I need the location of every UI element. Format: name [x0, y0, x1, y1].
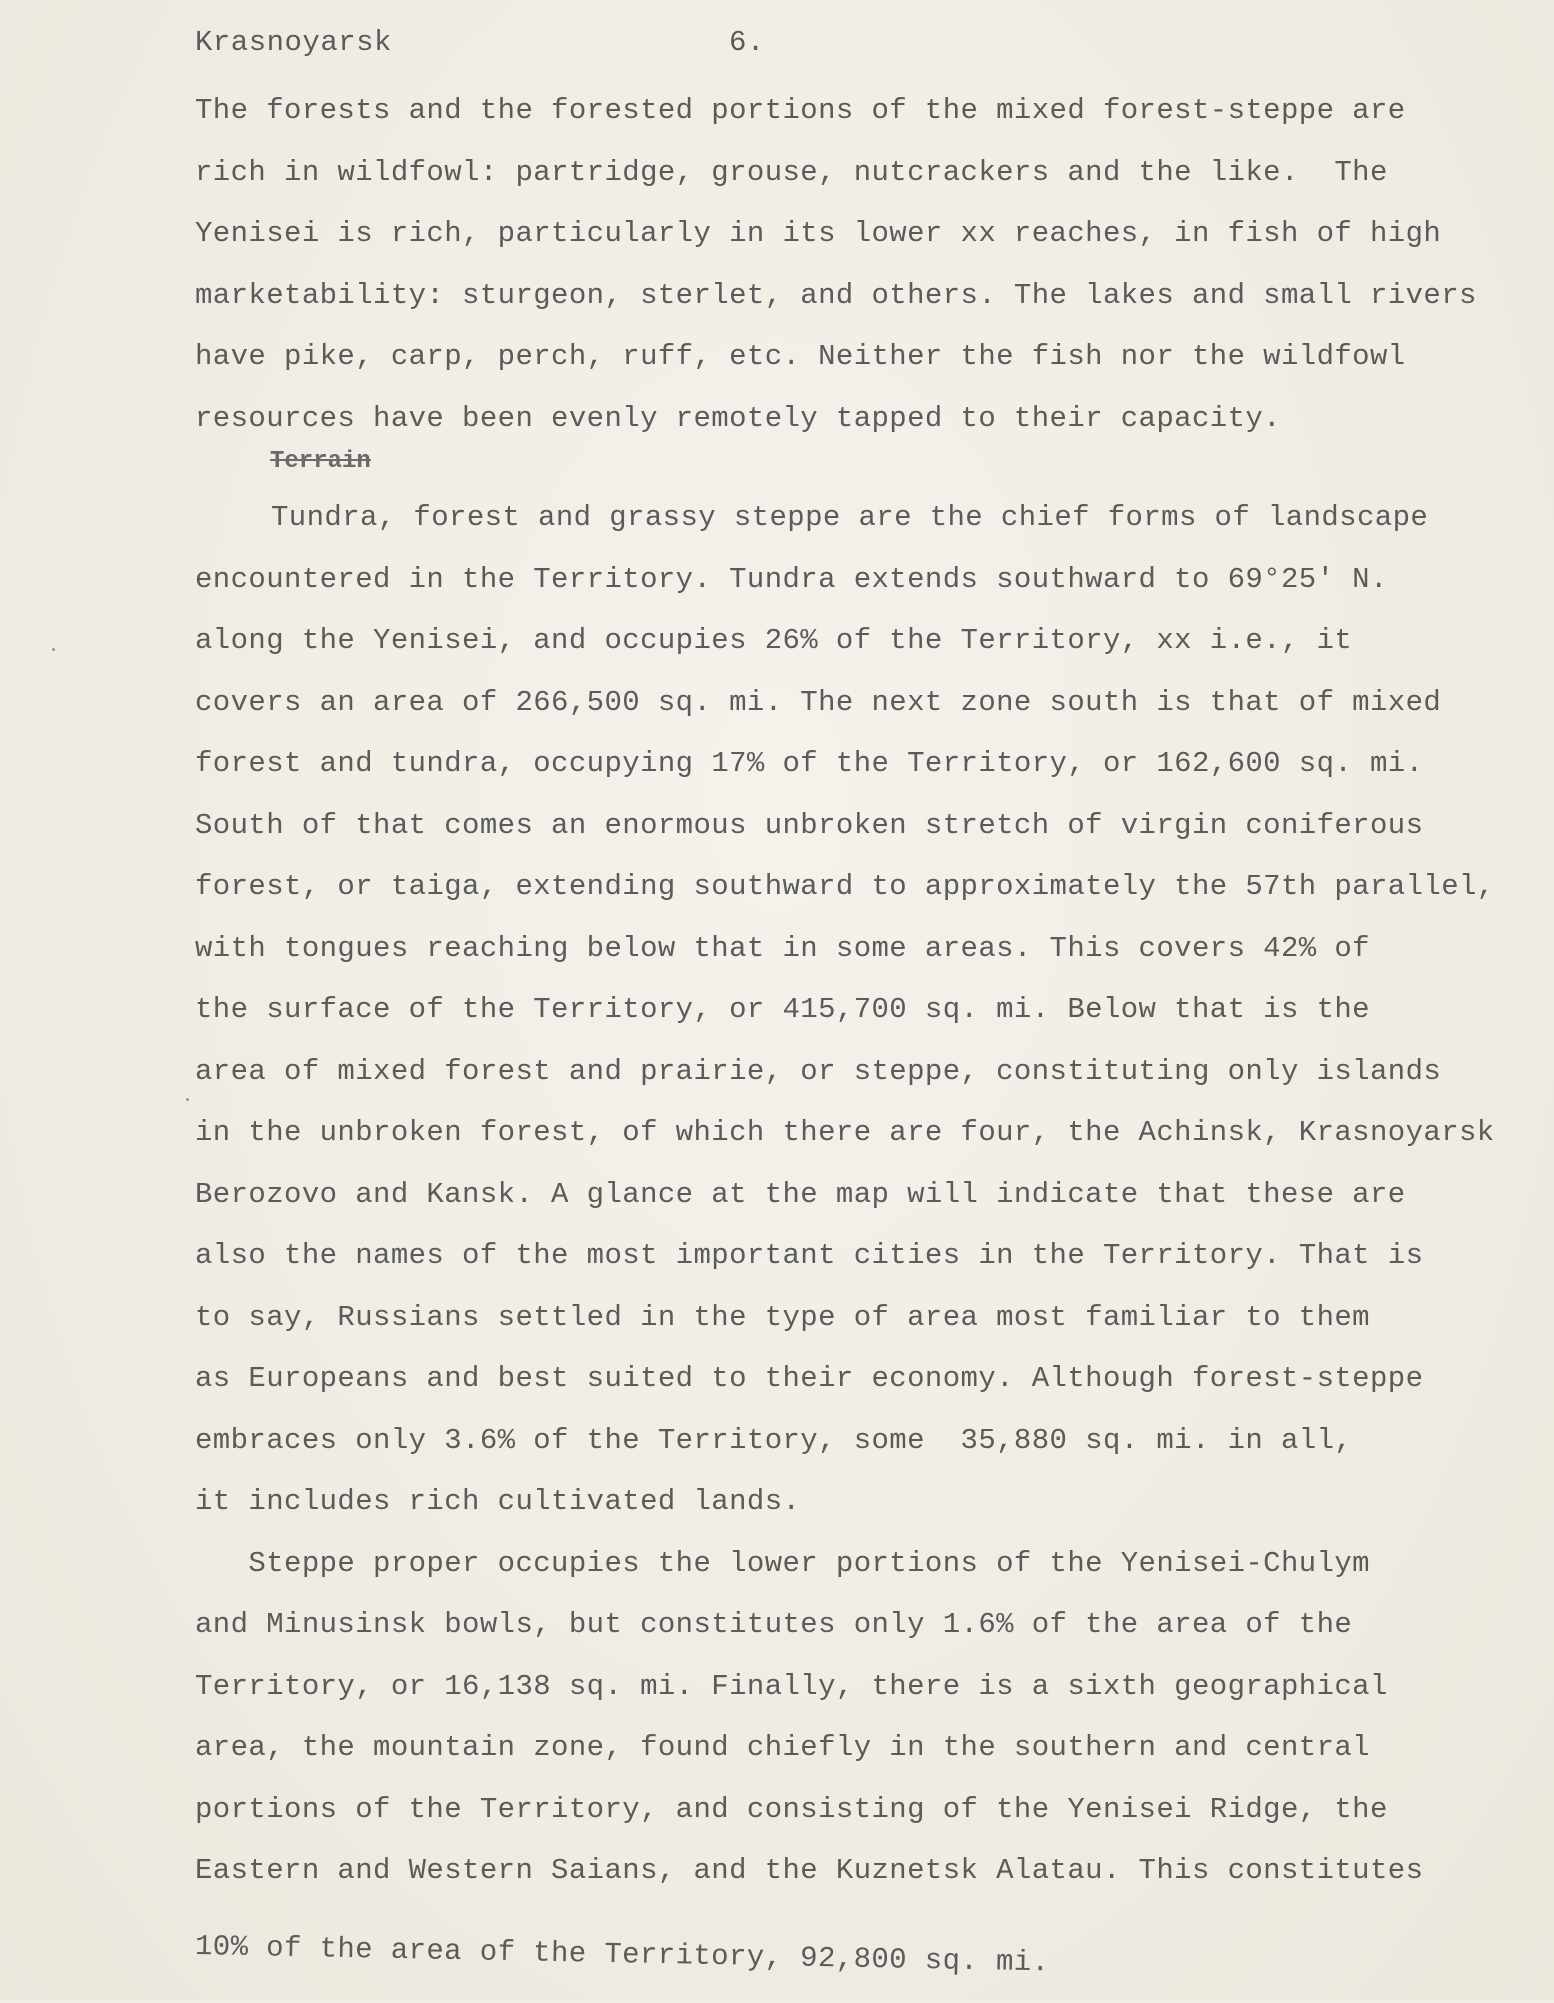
page-header — [195, 26, 765, 59]
text-line: 10% of the area of the Territory, 92,800 sq. mi. — [194, 1929, 1050, 1979]
text-line: to say, Russians settled in the type of area most familiar to them — [195, 1300, 1370, 1334]
paragraph-landscape — [195, 487, 1535, 1533]
document-title: Krasnoyarsk — [195, 26, 392, 59]
text-line: Eastern and Western Saians, and the Kuznetsk Alatau. This constitutes — [195, 1854, 1424, 1887]
text-line: area of mixed forest and prairie, or steppe, constituting only islands — [195, 1054, 1442, 1088]
text-line: as Europeans and best suited to their economy. Although forest-steppe — [195, 1362, 1424, 1395]
text-line: it includes rich cultivated lands. — [195, 1485, 801, 1518]
text-line: along the Yenisei, and occupies 26% of the Territory, xx i.e., it — [195, 624, 1353, 657]
text-line: the surface of the Territory, or 415,700 sq. mi. Below that is the — [195, 993, 1370, 1026]
text-line: Yenisei is rich, particularly in its lower xx reaches, in fish of high — [195, 217, 1442, 250]
text-line: embraces only 3.6% of the Territory, some 35,880 sq. mi. in all, — [195, 1423, 1353, 1457]
text-line: covers an area of 266,500 sq. mi. The next zone south is that of mixed — [195, 685, 1442, 719]
paragraph-wildlife — [195, 80, 1535, 449]
margin-speck — [52, 648, 55, 651]
text-line: forest and tundra, occupying 17% of the Territory, or 162,600 sq. mi. — [195, 747, 1424, 780]
text-line: Territory, or 16,138 sq. mi. Finally, there is a sixth geographical — [195, 1669, 1388, 1703]
text-line: rich in wildfowl: partridge, grouse, nutcrackers and the like. The — [195, 155, 1388, 189]
text-line: in the unbroken forest, of which there are four, the Achinsk, Krasnoyarsk — [195, 1116, 1495, 1149]
text-line: Steppe proper occupies the lower portions of the Yenisei-Chulym — [195, 1546, 1370, 1580]
page-number: 6. — [729, 26, 765, 59]
text-line: also the names of the most important cities in the Territory. That is — [195, 1239, 1424, 1272]
text-line: encountered in the Territory. Tundra extends southward to 69°25' N. — [195, 562, 1388, 596]
text-line: Tundra, forest and grassy steppe are the chief forms of landscape — [271, 501, 1429, 534]
struck-heading: Terrain — [270, 448, 371, 475]
text-line: forest, or taiga, extending southward to approximately the 57th parallel, — [195, 870, 1495, 903]
text-line: with tongues reaching below that in some areas. This covers 42% of — [195, 931, 1370, 965]
text-line: The forests and the forested portions of the mixed forest-steppe are — [195, 94, 1406, 127]
text-line: portions of the Territory, and consisting of the Yenisei Ridge, the — [195, 1792, 1388, 1826]
text-line: South of that comes an enormous unbroken stretch of virgin coniferous — [195, 808, 1424, 842]
text-line: and Minusinsk bowls, but constitutes only 1.6% of the area of the — [195, 1608, 1353, 1641]
text-line: area, the mountain zone, found chiefly in the southern and central — [195, 1731, 1370, 1764]
text-line: have pike, carp, perch, ruff, etc. Neither the fish nor the wildfowl — [195, 340, 1406, 373]
page-body — [195, 80, 1535, 1977]
text-line: Berozovo and Kansk. A glance at the map will indicate that these are — [195, 1177, 1406, 1211]
margin-speck — [186, 1098, 189, 1101]
paragraph-steppe — [195, 1533, 1535, 1978]
text-line: marketability: sturgeon, sterlet, and others. The lakes and small rivers — [195, 278, 1477, 312]
text-line: resources have been evenly remotely tapped to their capacity. — [195, 401, 1281, 435]
